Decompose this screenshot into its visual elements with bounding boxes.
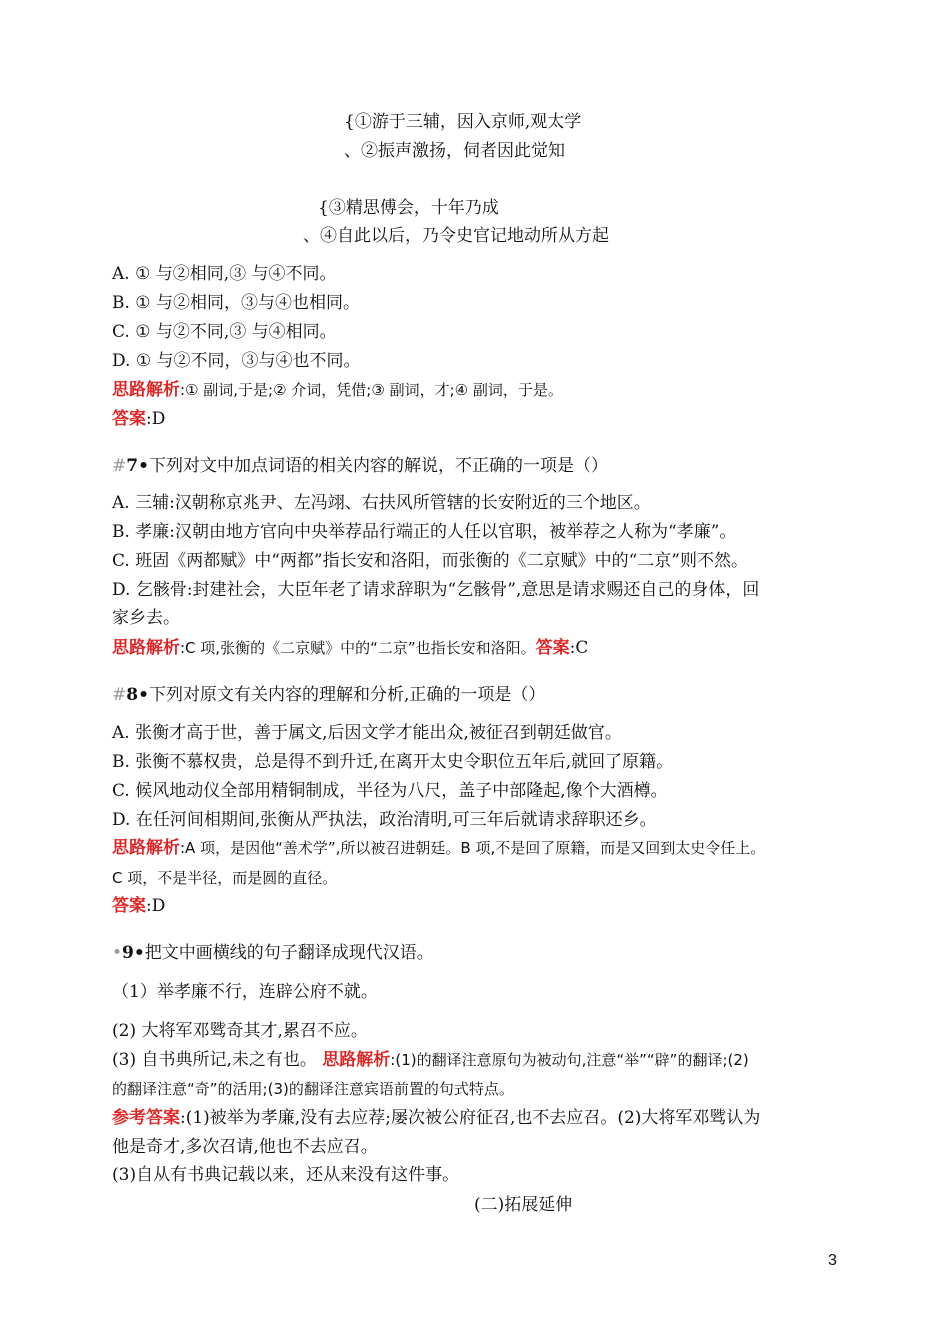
q8-option-d: D. 在任河间相期间,张衡从严执法，政治清明,可三年后就请求辞职还乡。 <box>112 810 657 830</box>
q8-option-b: B. 张衡不慕权贵，总是得不到升迁,在离开太史令职位五年后,就回了原籍。 <box>112 752 674 772</box>
q9-item-3: (3) 自书典所记,未之有也。 <box>112 1050 317 1070</box>
q9-stem <box>112 941 434 965</box>
q9-item-2: (2) 大将军邓骘奇其才,累召不应。 <box>112 1021 368 1041</box>
question-marker: # <box>112 685 127 705</box>
q7-option-d-cont: 家乡去。 <box>112 608 180 628</box>
q7-option-c: C. 班固《两都赋》中“两都”指长安和洛阳，而张衡的《二京赋》中的“二京”则不然。 <box>112 551 748 571</box>
answer-label: 答案 <box>112 409 146 429</box>
q8-stem <box>112 683 545 707</box>
q7-stem <box>112 454 608 478</box>
question-number: 9• <box>122 943 145 963</box>
question-marker: • <box>112 943 123 963</box>
reference-answer-label: 参考答案 <box>112 1108 180 1128</box>
analysis-text: :C 项,张衡的《二京赋》中的“二京”也指长安和洛阳。 <box>180 639 536 657</box>
q9-reference-answer <box>112 1106 760 1130</box>
q8-option-a: A. 张衡才高于世，善于属文,后因文学才能出众,被征召到朝廷做官。 <box>112 723 622 743</box>
analysis-text: :(1)的翻译注意原句为被动句,注意“举”“辟”的翻译;(2) <box>390 1051 749 1069</box>
q9-reference-cont-2: (3)自从有书典记载以来，还从来没有这件事。 <box>112 1165 460 1185</box>
answer-text: :D <box>146 896 166 916</box>
passage-line-3: {③精思傅会，十年乃成 <box>318 198 499 218</box>
q9-reference-cont: 他是奇才,多次召请,他也不去应召。 <box>112 1137 378 1157</box>
q8-analysis-cont: C 项，不是半径，而是圆的直径。 <box>112 869 338 887</box>
q6-answer <box>112 407 165 431</box>
q7-option-d: D. 乞骸骨:封建社会，大臣年老了请求辞职为“乞骸骨”,意思是请求赐还自己的身体，回 <box>112 580 760 600</box>
question-number: 8• <box>126 685 149 705</box>
q9-item-3-with-analysis <box>112 1048 749 1072</box>
passage-line-4: 、④自此以后，乃令史官记地动所从方起 <box>303 226 609 246</box>
q7-option-b: B. 孝廉:汉朝由地方官向中央举荐品行端正的人任以官职，被举荐之人称为“孝廉”。 <box>112 522 737 542</box>
q8-option-c: C. 候风地动仪全部用精铜制成，半径为八尺，盖子中部隆起,像个大酒樽。 <box>112 781 668 801</box>
question-number: 7• <box>126 456 149 476</box>
q7-option-a: A. 三辅:汉朝称京兆尹、左冯翊、右扶风所管辖的长安附近的三个地区。 <box>112 493 651 513</box>
page-number: 3 <box>828 1252 837 1269</box>
analysis-text: :① 副词,于是;② 介词，凭借;③ 副词，才;④ 副词，于是。 <box>180 381 563 399</box>
q8-answer <box>112 894 165 918</box>
analysis-label: 思路解析 <box>322 1050 391 1070</box>
q8-analysis <box>112 836 765 860</box>
q6-option-d: D. ① 与②不同，③与④也不同。 <box>112 351 361 371</box>
passage-line-1: {①游于三辅，因入京师,观太学 <box>344 112 582 132</box>
analysis-label: 思路解析 <box>112 380 180 400</box>
question-text: 把文中画横线的句子翻译成现代汉语。 <box>144 943 434 963</box>
answer-text: :C <box>569 638 589 658</box>
q6-option-a: A. ① 与②相同,③ 与④不同。 <box>112 264 337 284</box>
section-heading: (二)拓展延伸 <box>474 1195 573 1215</box>
q9-item-1: （1）举孝廉不行，连辟公府不就。 <box>112 982 378 1002</box>
answer-label: 答案 <box>535 638 570 658</box>
q7-analysis <box>112 636 588 660</box>
question-marker: # <box>112 456 127 476</box>
answer-text: :D <box>146 409 166 429</box>
question-text: 下列对原文有关内容的理解和分析,正确的一项是（） <box>148 685 546 705</box>
q9-analysis-cont: 的翻译注意“奇”的活用;(3)的翻译注意宾语前置的句式特点。 <box>112 1080 514 1098</box>
analysis-label: 思路解析 <box>112 638 180 658</box>
q6-option-b: B. ① 与②相同，③与④也相同。 <box>112 293 360 313</box>
reference-answer-text: :(1)被举为孝廉,没有去应荐;屡次被公府征召,也不去应召。(2)大将军邓骘认为 <box>180 1108 761 1128</box>
analysis-text: :A 项，是因他“善术学”,所以被召进朝廷。B 项,不是回了原籍，而是又回到太史令任上。 <box>180 839 766 857</box>
question-text: 下列对文中加点词语的相关内容的解说，不正确的一项是（） <box>148 456 608 476</box>
passage-line-2: 、②振声激扬，伺者因此觉知 <box>344 141 565 161</box>
answer-label: 答案 <box>112 896 146 916</box>
q6-option-c: C. ① 与②不同,③ 与④相同。 <box>112 322 337 342</box>
q6-analysis <box>112 378 563 402</box>
analysis-label: 思路解析 <box>112 838 180 858</box>
